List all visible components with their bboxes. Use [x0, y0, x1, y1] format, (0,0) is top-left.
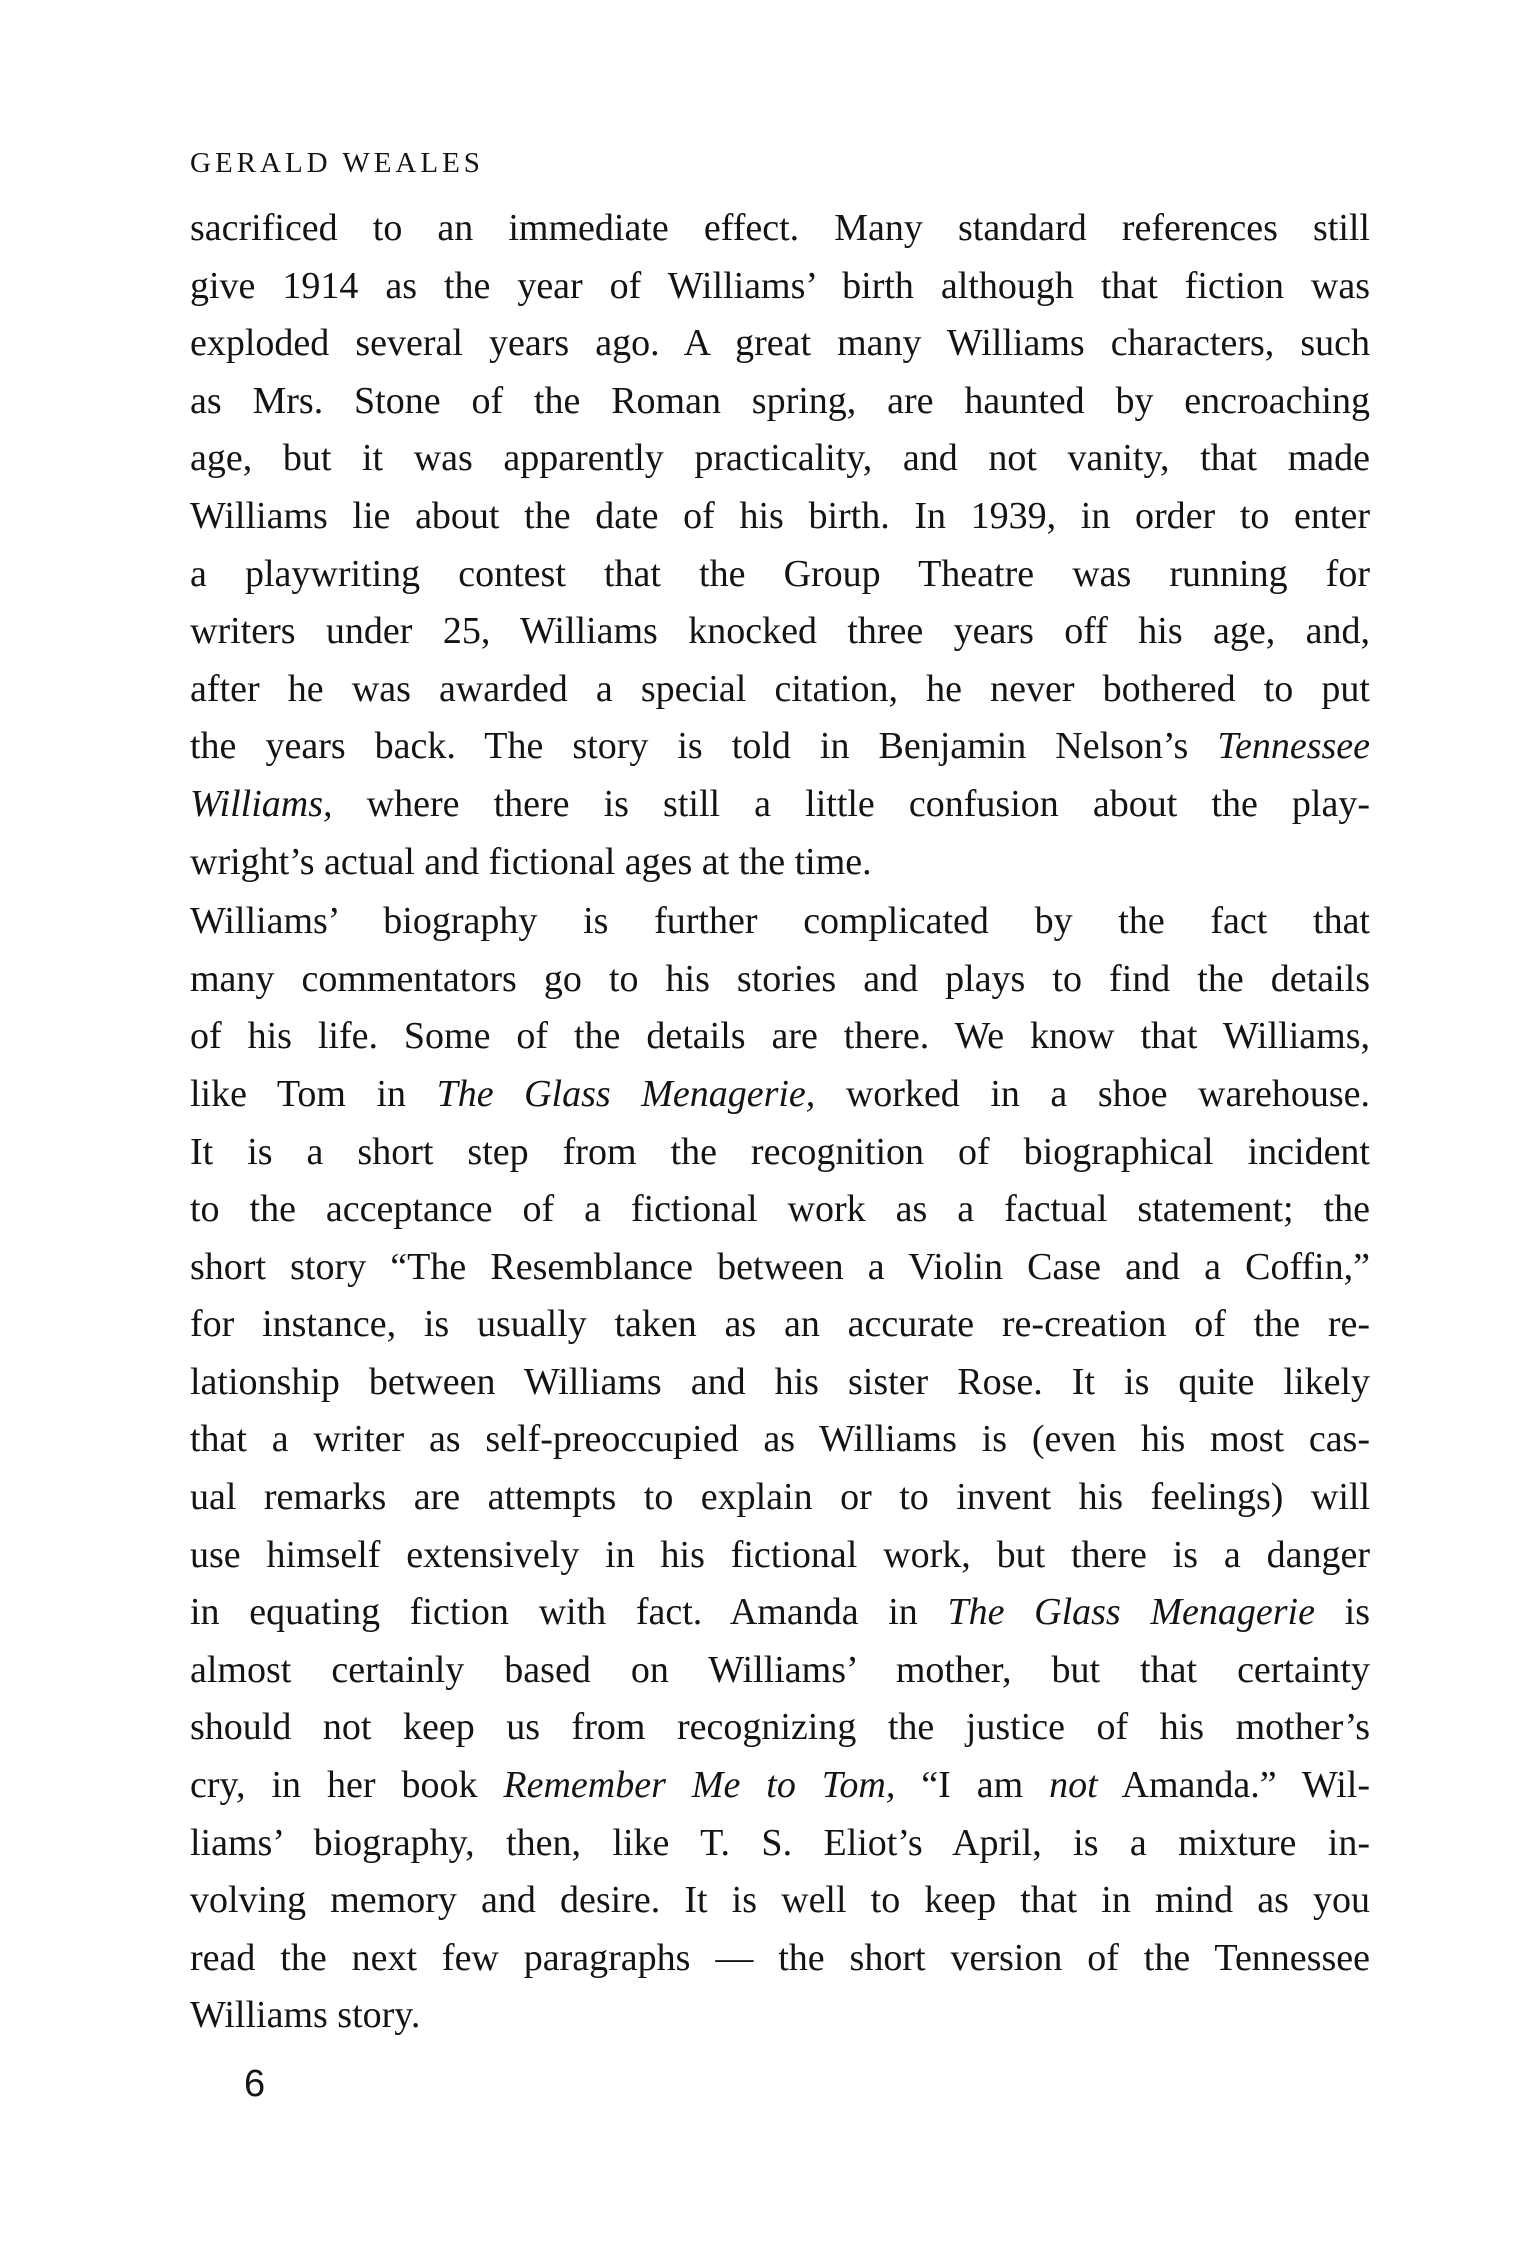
text-line	[190, 200, 1370, 258]
text-run: volving memory and desire. It is well to keep that in mind as you	[190, 1879, 1370, 1922]
text-run: give 1914 as the year of Williams’ birth although that fiction was	[190, 264, 1370, 307]
text-line	[190, 834, 1370, 892]
text-run: Williams’ biography is further complicated by the fact that	[190, 900, 1370, 943]
text-run: of his life. Some of the details are there. We know that Williams,	[190, 1015, 1370, 1058]
text-run: worked in a shoe warehouse.	[815, 1072, 1370, 1115]
text-line	[190, 1296, 1370, 1354]
text-line	[190, 1872, 1370, 1930]
text-line	[190, 1757, 1370, 1815]
text-run: short story “The Resemblance between a Violin Case and a Coffin,”	[190, 1245, 1370, 1288]
text-line	[190, 1008, 1370, 1066]
text-run: read the next few paragraphs — the short version of the Tennessee	[190, 1936, 1370, 1979]
text-run: in equating fiction with fact. Amanda in	[190, 1591, 948, 1634]
text-run: It is a short step from the recognition of biographical incident	[190, 1130, 1370, 1173]
paragraph	[190, 200, 1370, 891]
text-run: Amanda.” Wil-	[1097, 1764, 1370, 1807]
text-line	[190, 1181, 1370, 1239]
text-line	[190, 1527, 1370, 1585]
text-line	[190, 546, 1370, 604]
text-line	[190, 1930, 1370, 1988]
text-run: a playwriting contest that the Group Theatre was running for	[190, 552, 1370, 595]
paragraph	[190, 893, 1370, 2045]
italic-text: not	[1049, 1764, 1098, 1807]
text-run: should not keep us from recognizing the justice of his mother’s	[190, 1706, 1370, 1749]
italic-text: Remember Me to Tom,	[503, 1764, 896, 1807]
italic-text: The Glass Menagerie,	[436, 1072, 816, 1115]
text-run: where there is still a little confusion about the play-	[332, 782, 1370, 825]
text-line	[190, 718, 1370, 776]
text-run: age, but it was apparently practicality, and not vanity, that made	[190, 437, 1370, 480]
text-run: is	[1314, 1591, 1370, 1634]
text-line	[190, 1469, 1370, 1527]
text-run: use himself extensively in his fictional work, but there is a danger	[190, 1533, 1370, 1576]
text-line	[190, 776, 1370, 834]
italic-text: Williams,	[190, 782, 333, 825]
text-line	[190, 373, 1370, 431]
page-number: 6	[244, 2063, 266, 2105]
text-run: to the acceptance of a fictional work as a factual statement; the	[190, 1188, 1370, 1231]
text-line	[190, 1354, 1370, 1412]
text-run: ual remarks are attempts to explain or to invent his feelings) will	[190, 1476, 1370, 1519]
text-line	[190, 1239, 1370, 1297]
text-line	[190, 661, 1370, 719]
text-line	[190, 951, 1370, 1009]
text-run: almost certainly based on Williams’ mother, but that certainty	[190, 1648, 1370, 1691]
text-run: wright’s actual and fictional ages at the time.	[190, 840, 872, 883]
text-run: that a writer as self-preoccupied as Williams is (even his most cas-	[190, 1418, 1370, 1461]
text-run: sacrificed to an immediate effect. Many standard references still	[190, 207, 1370, 249]
body-text	[190, 200, 1370, 2045]
text-line	[190, 430, 1370, 488]
text-run: the years back. The story is told in Benjamin Nelson’s	[190, 725, 1218, 768]
text-line	[190, 1124, 1370, 1182]
text-line	[190, 315, 1370, 373]
running-head: GERALD WEALES	[190, 147, 484, 179]
italic-text: Tennessee	[1217, 725, 1370, 768]
text-run: “I am	[895, 1764, 1050, 1807]
text-line	[190, 1699, 1370, 1757]
text-run: for instance, is usually taken as an accurate re-creation of the re-	[190, 1303, 1370, 1346]
text-run: cry, in her book	[190, 1764, 504, 1807]
text-line	[190, 488, 1370, 546]
text-line	[190, 893, 1370, 951]
text-run: after he was awarded a special citation, he never bothered to put	[190, 667, 1370, 710]
text-run: writers under 25, Williams knocked three years off his age, and,	[190, 610, 1370, 653]
text-run: liams’ biography, then, like T. S. Eliot’s April, is a mixture in-	[190, 1821, 1370, 1864]
text-line	[190, 1815, 1370, 1873]
text-line	[190, 603, 1370, 661]
text-run: many commentators go to his stories and plays to find the details	[190, 957, 1370, 1000]
italic-text: The Glass Menagerie	[947, 1591, 1315, 1634]
text-run: like Tom in	[190, 1072, 437, 1115]
text-line	[190, 1411, 1370, 1469]
text-line	[190, 1066, 1370, 1124]
text-line	[190, 1642, 1370, 1700]
text-line	[190, 1584, 1370, 1642]
text-run: Williams lie about the date of his birth. In 1939, in order to enter	[190, 494, 1370, 537]
text-line	[190, 1987, 1370, 2045]
text-run: lationship between Williams and his sister Rose. It is quite likely	[190, 1360, 1370, 1403]
text-line	[190, 258, 1370, 316]
text-run: Williams story.	[190, 1994, 421, 2037]
text-run: as Mrs. Stone of the Roman spring, are haunted by encroaching	[190, 379, 1370, 422]
text-run: exploded several years ago. A great many Williams characters, such	[190, 322, 1370, 365]
